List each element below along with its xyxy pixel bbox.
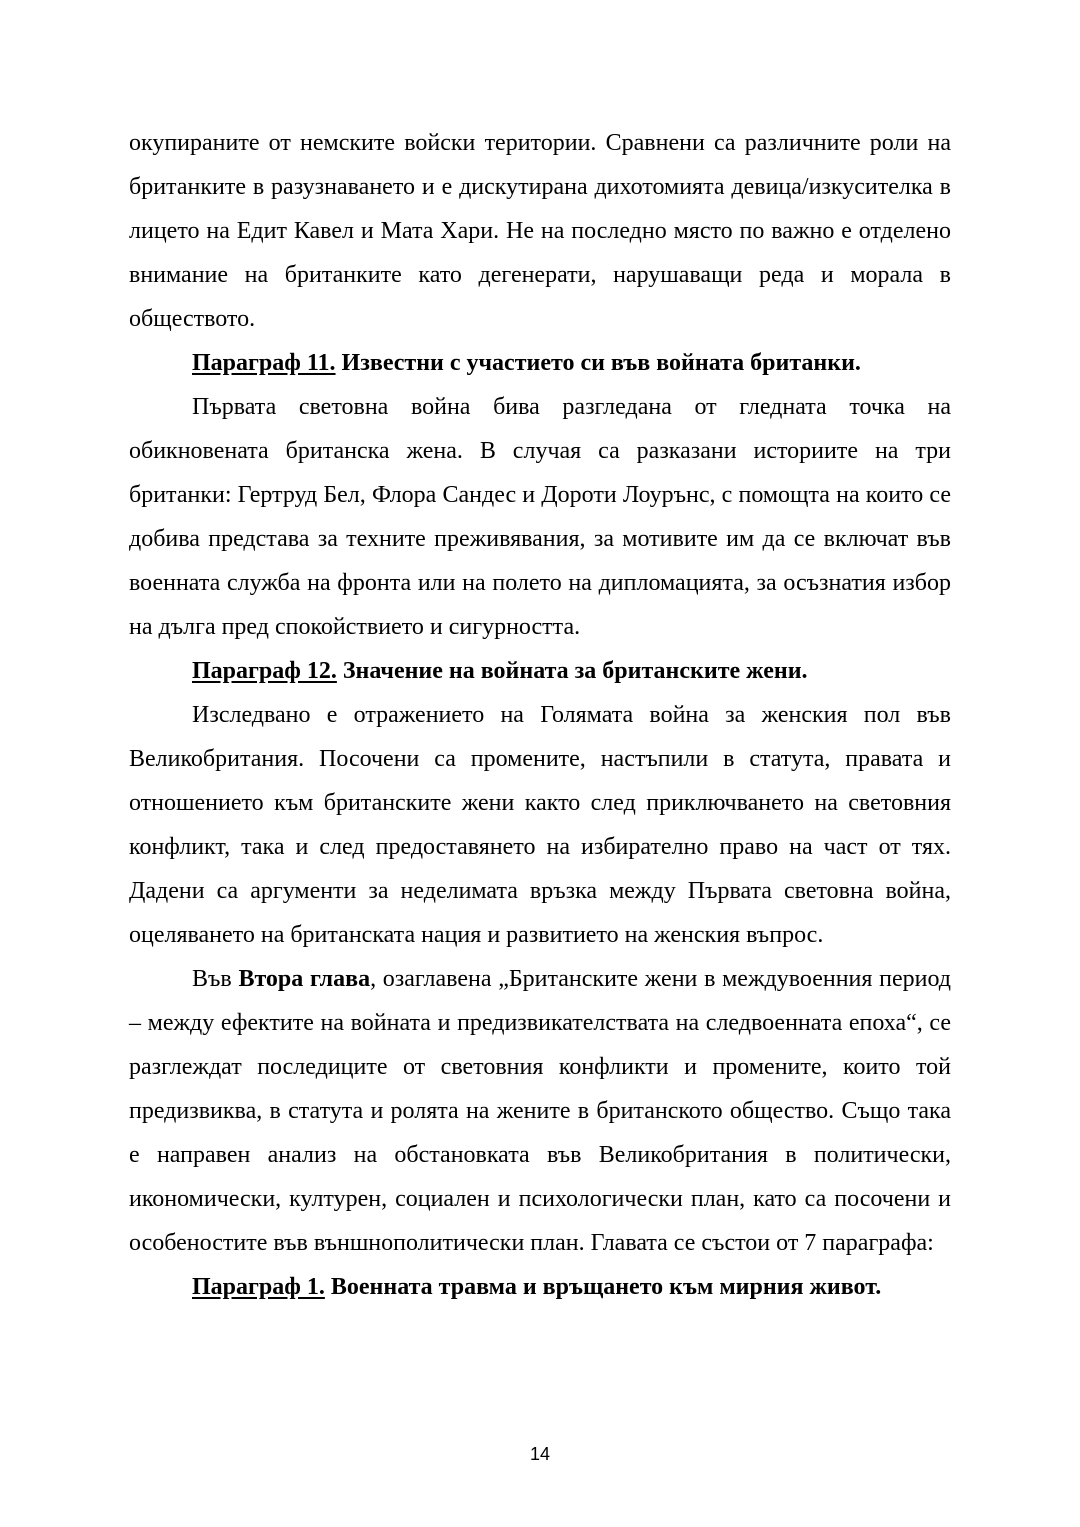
heading-paragraph-12	[129, 649, 951, 693]
paragraph-occupied-territories: окупираните от немските войски територии. Сравнени са различните роли на британките в разузнаването и е дискутирана дихотомията девица/изкусителка в лицето на Едит Кавел и Мата Хари. Не на последно място по важно е отделено внимание на британките като дегенерати, нарушаващи реда и морала в обществото.	[129, 130, 951, 332]
text-run: Във	[192, 966, 239, 992]
chapter-name: Втора глава	[238, 966, 371, 992]
heading-number: Параграф 12.	[192, 658, 337, 684]
heading-paragraph-11	[129, 341, 951, 385]
heading-number: Параграф 1.	[192, 1274, 325, 1300]
heading-number: Параграф 11.	[192, 350, 336, 376]
text-run: , озаглавена „Британските жени в междувоенния период – между ефектите на войната и предизвикателствата на следвоенната епоха“, се разглеждат последиците от световния конфликти и промените, които той предизвиква, в статута и ролята на жените в британското общество. Също така е направен анализ на обстановката във Великобритания в политически, икономически, културен, социален и психологически план, като са посочени и особеностите във външнополитически план. Главата се състои от 7 параграфа:	[129, 966, 951, 1256]
heading-title: Известни с участието си във войната британки.	[335, 350, 861, 376]
paragraph-famous-british-women: Първата световна война бива разгледана от гледната точка на обикновената британска жена. В случая са разказани историите на три британки: Гертруд Бел, Флора Сандес и Дороти Лоурънс, с помощта на които се добива представа за техните преживявания, за мотивите им да се включат във военната служба на фронта или на полето на дипломацията, за осъзнатия избор на дълга пред спокойствието и сигурността.	[129, 394, 951, 640]
page-number: 14	[529, 1444, 551, 1464]
heading-title: Военната травма и връщането към мирния живот.	[324, 1274, 882, 1300]
paragraph-second-chapter	[129, 957, 951, 1265]
document-body	[129, 121, 951, 1309]
paragraph-war-significance: Изследвано е отражението на Голямата война за женския пол във Великобритания. Посочени са промените, настъпили в статута, правата и отношението към британските жени както след приключването на световния конфликт, така и след предоставянето на избирателно право на част от тях. Дадени са аргументи за неделимата връзка между Първата световна война, оцеляването на британската нация и развитието на женския въпрос.	[129, 702, 951, 948]
heading-title: Значение на войната за британските жени.	[336, 658, 808, 684]
heading-paragraph-1	[129, 1265, 951, 1309]
